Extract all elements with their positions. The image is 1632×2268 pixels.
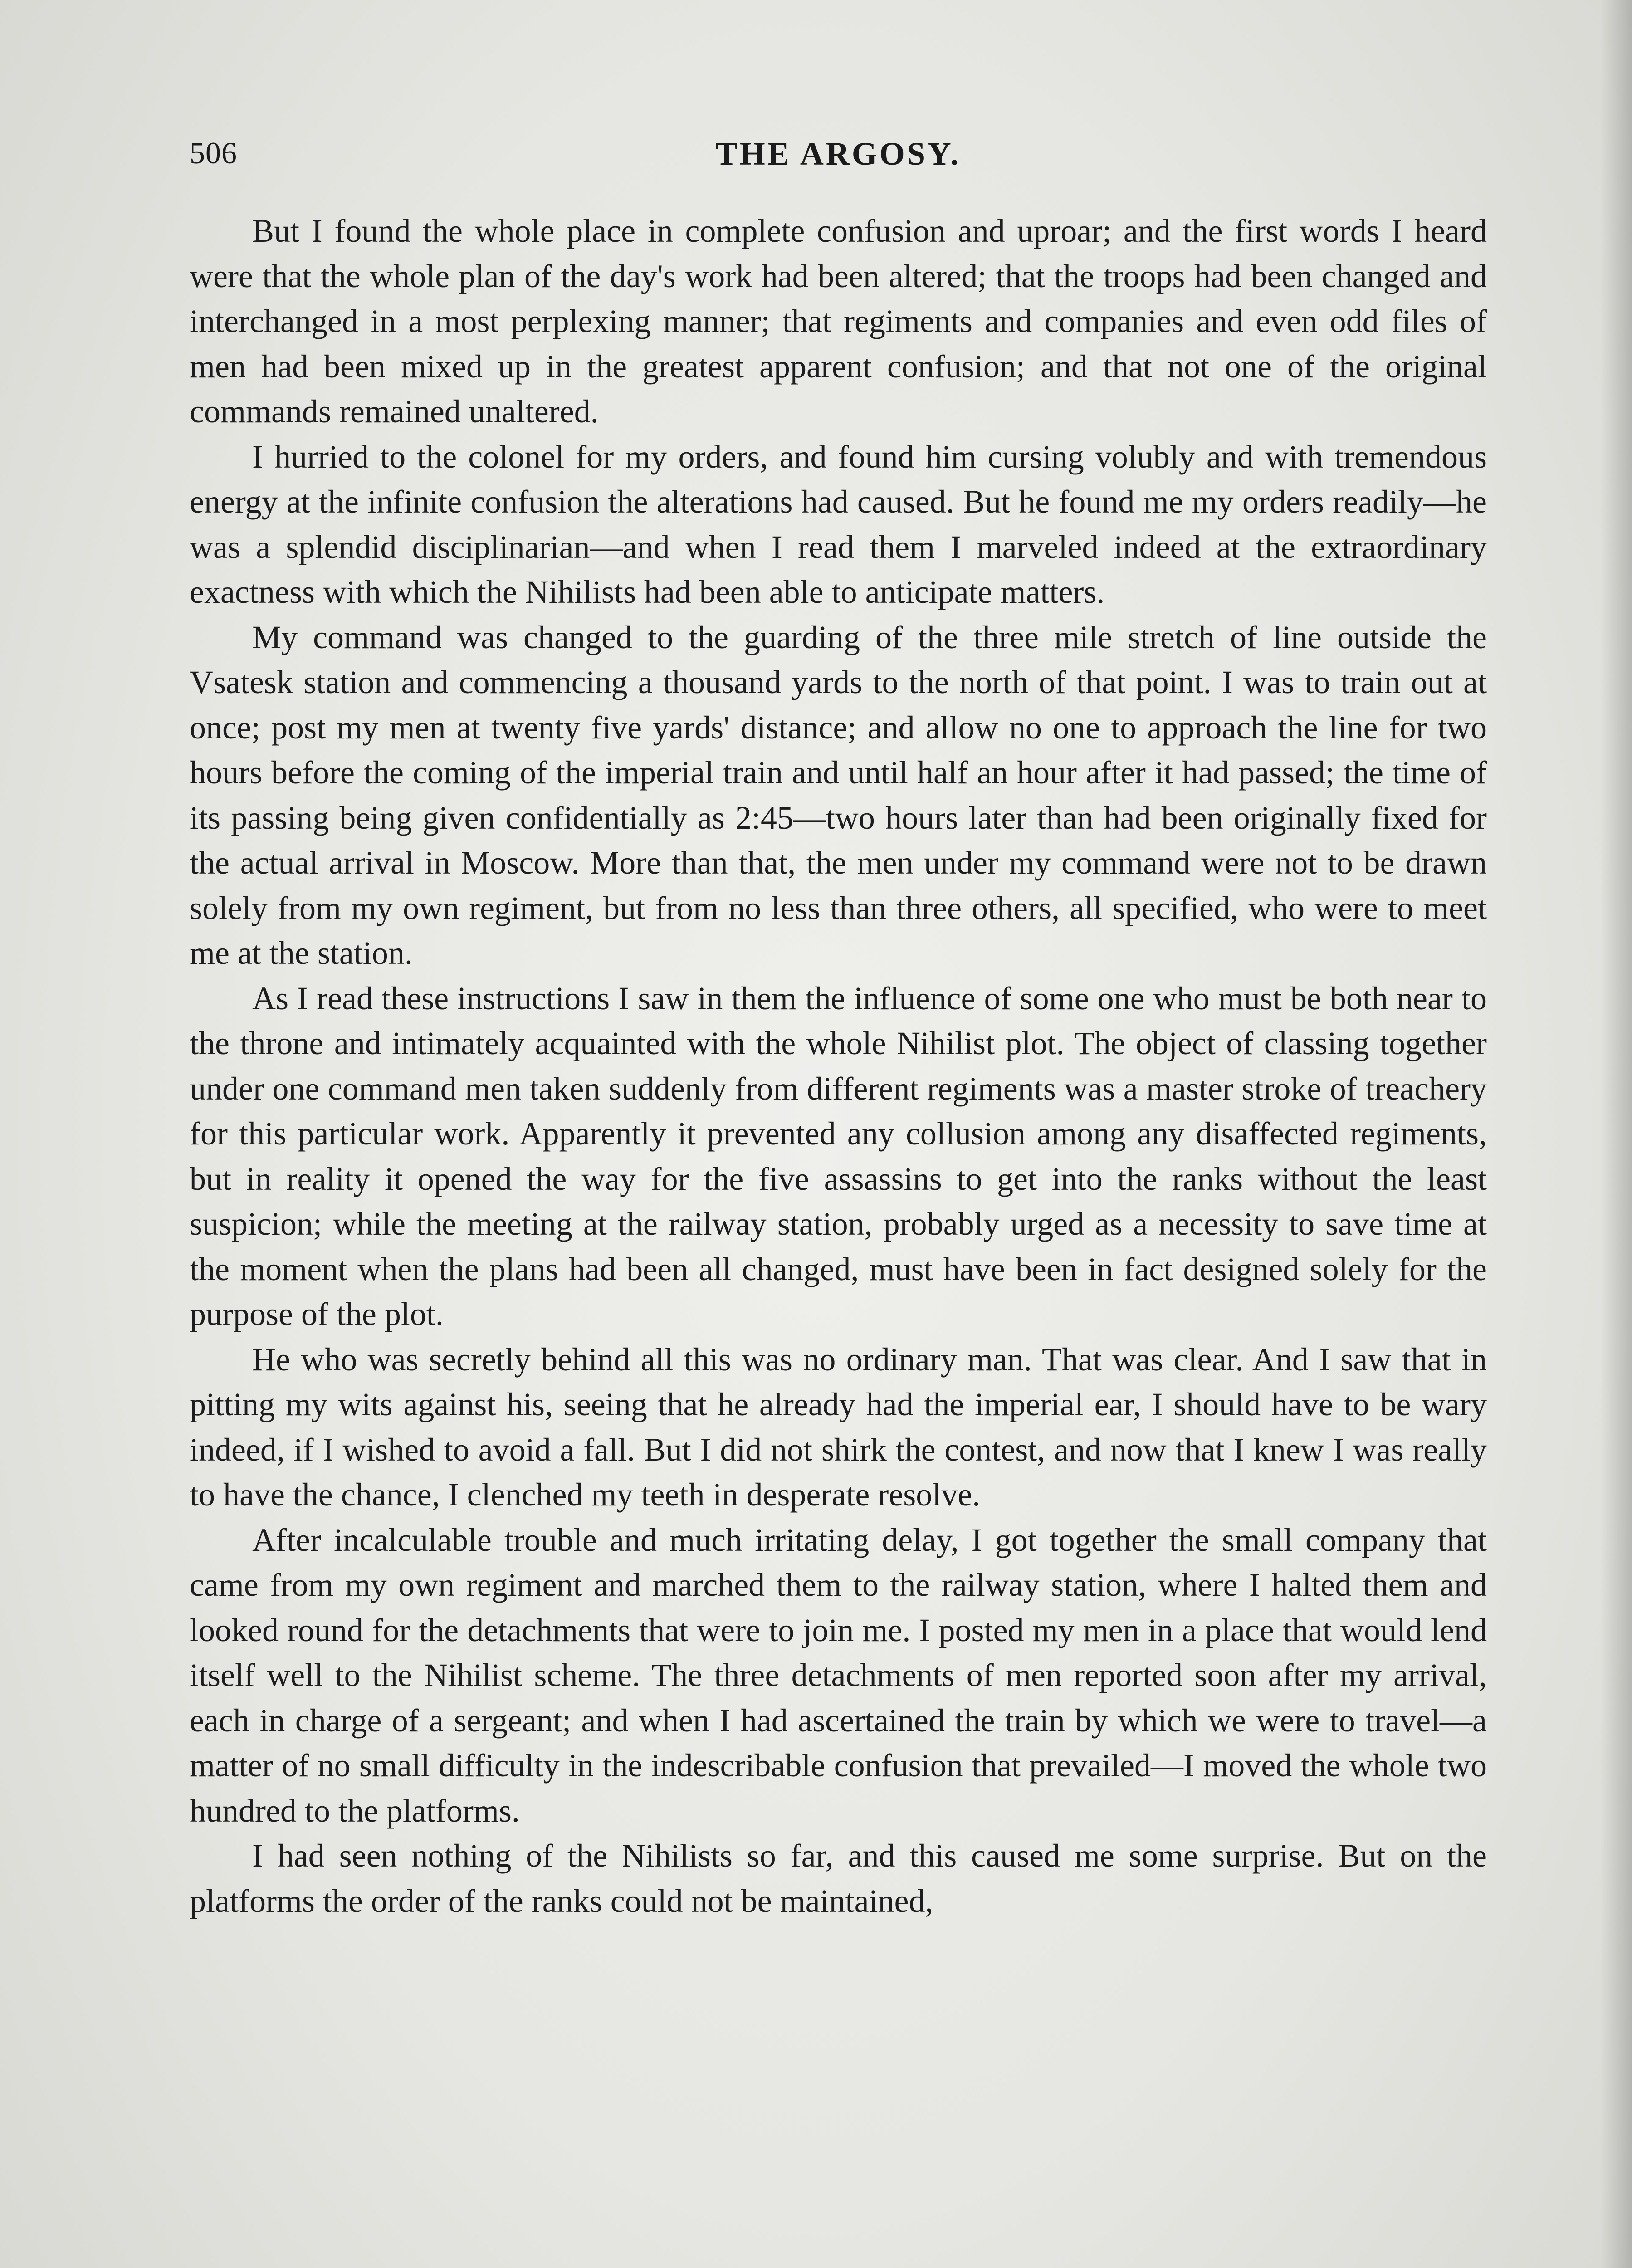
- paragraph: As I read these instructions I saw in them the influence of some one who must be both near to the throne and intimately acquainted with the whole Nihilist plot. The object of classing together under one command men taken suddenly from different regiments was a master stroke of treachery for this particular work. Apparently it prevented any collusion among any disaffected regiments, but in reality it opened the way for the five assassins to get into the ranks without the least suspicion; while the meeting at the railway station, probably urged as a necessity to save time at the moment when the plans had been all changed, must have been in fact designed solely for the purpose of the plot.: [190, 980, 1487, 1332]
- paragraph: I hurried to the colonel for my orders, and found him cursing volubly and with tremendous energy at the infinite confusion the alterations had caused. But he found me my orders readily—he was a splendid disciplinarian—and when I read them I marveled indeed at the extraordinary exactness with which the Nihilists had been able to anticipate matters.: [190, 438, 1487, 610]
- paragraph: My command was changed to the guarding of the three mile stretch of line outside the Vsatesk station and commencing a thousand yards to the north of that point. I was to train out at once; post my men at twenty five yards' distance; and allow no one to approach the line for two hours before the coming of the imperial train and until half an hour after it had passed; the time of its passing being given confidentially as 2:45—two hours later than had been originally fixed for the actual arrival in Moscow. More than that, the men under my command were not to be drawn solely from my own regiment, but from no less than three others, all specified, who were to meet me at the station.: [190, 619, 1487, 971]
- body-text: [190, 209, 1487, 1924]
- paragraph: He who was secretly behind all this was no ordinary man. That was clear. And I saw that in pitting my wits against his, seeing that he already had the imperial ear, I should have to be wary indeed, if I wished to avoid a fall. But I did not shirk the contest, and now that I knew I was really to have the chance, I clenched my teeth in desperate resolve.: [190, 1341, 1487, 1513]
- paragraph: After incalculable trouble and much irritating delay, I got together the small company that came from my own regiment and marched them to the railway station, where I halted them and looked round for the detachments that were to join me. I posted my men in a place that would lend itself well to the Nihilist scheme. The three detachments of men reported soon after my arrival, each in charge of a sergeant; and when I had ascertained the train by which we were to travel—a matter of no small difficulty in the indescribable confusion that prevailed—I moved the whole two hundred to the platforms.: [190, 1521, 1487, 1829]
- page-number: 506: [190, 136, 237, 170]
- paragraph: I had seen nothing of the Nihilists so far, and this caused me some surprise. But on the platforms the order of the ranks could not be maintained,: [190, 1838, 1487, 1919]
- journal-title: THE ARGOSY.: [715, 136, 961, 172]
- paragraph: But I found the whole place in complete confusion and uproar; and the first words I heard were that the whole plan of the day's work had been altered; that the troops had been changed and interchanged in a most perplexing manner; that regiments and companies and even odd files of men had been mixed up in the greatest apparent confusion; and that not one of the original commands remained unaltered.: [190, 213, 1487, 430]
- running-head: [190, 135, 1487, 176]
- gutter-shadow: [1600, 0, 1632, 2268]
